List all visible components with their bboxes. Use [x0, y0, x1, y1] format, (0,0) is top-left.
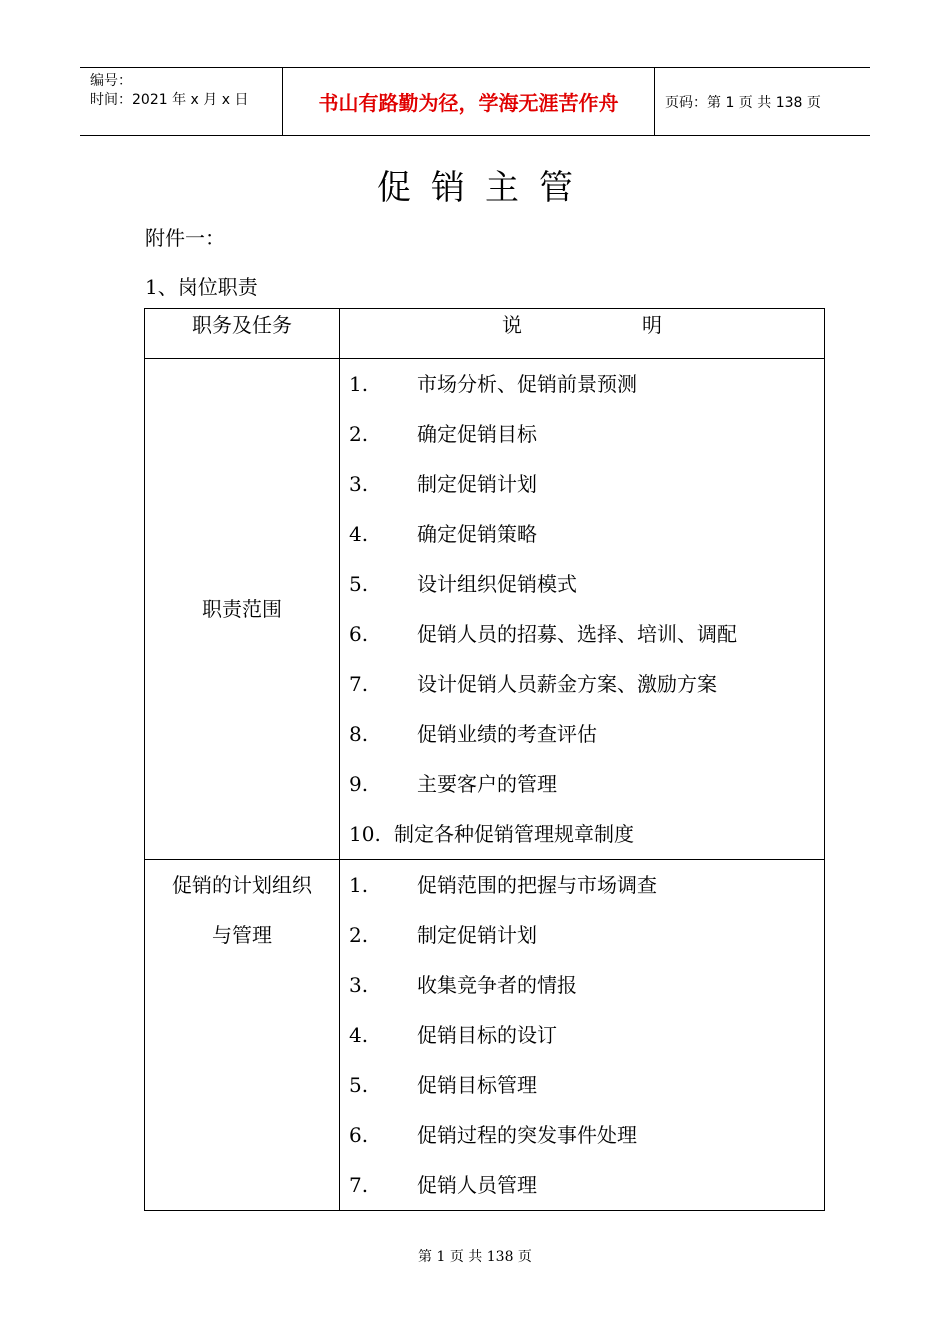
- item-text: 促销人员管理: [417, 1173, 537, 1197]
- item-text: 促销人员的招募、选择、培训、调配: [417, 622, 737, 646]
- column-header-description-a: 说: [502, 313, 522, 337]
- list-item: [340, 709, 824, 759]
- item-text: 促销过程的突发事件处理: [417, 1123, 637, 1147]
- item-number: 5.: [349, 572, 369, 596]
- item-number: 6.: [349, 1123, 369, 1147]
- section-heading: 1、岗位职责: [145, 275, 258, 299]
- list-item: [340, 1110, 824, 1160]
- list-item: [340, 759, 824, 809]
- list-item: [340, 809, 824, 859]
- item-text: 促销目标管理: [417, 1073, 537, 1097]
- items-cell: [340, 359, 825, 860]
- doc-time-label: 时间：2021 年 x 月 x 日: [90, 92, 249, 108]
- header-meta: [80, 68, 282, 135]
- duties-table: [144, 308, 825, 1211]
- item-text: 收集竞争者的情报: [417, 973, 577, 997]
- items-cell: [340, 860, 825, 1211]
- item-number: 2.: [349, 422, 369, 446]
- item-number: 5.: [349, 1073, 369, 1097]
- table-row: [145, 359, 825, 860]
- column-header-description: [340, 309, 825, 359]
- list-item: [340, 910, 824, 960]
- list-item: [340, 459, 824, 509]
- list-item: [340, 559, 824, 609]
- item-text: 促销范围的把握与市场调查: [417, 873, 657, 897]
- header-motto: 书山有路勤为径，学海无涯苦作舟: [282, 68, 655, 135]
- item-number: 7.: [349, 672, 369, 696]
- item-number: 7.: [349, 1173, 369, 1197]
- list-item: [340, 509, 824, 559]
- list-item: [340, 409, 824, 459]
- item-number: 9.: [349, 772, 369, 796]
- item-number: 1.: [349, 873, 369, 897]
- item-text: 设计促销人员薪金方案、激励方案: [417, 672, 717, 696]
- item-text: 促销业绩的考查评估: [417, 722, 597, 746]
- item-number: 1.: [349, 372, 369, 396]
- item-number: 4.: [349, 522, 369, 546]
- item-number: 10.: [349, 822, 381, 846]
- item-number: 3.: [349, 973, 369, 997]
- column-header-duty: 职务及任务: [145, 309, 340, 359]
- page-title: 促销主管: [377, 168, 593, 208]
- item-text: 制定各种促销管理规章制度: [394, 822, 634, 846]
- table-header-row: [145, 309, 825, 359]
- item-number: 6.: [349, 622, 369, 646]
- item-text: 制定促销计划: [417, 923, 537, 947]
- item-number: 4.: [349, 1023, 369, 1047]
- list-item: [340, 1010, 824, 1060]
- item-number: 2.: [349, 923, 369, 947]
- list-item: [340, 359, 824, 409]
- category-cell: [145, 860, 340, 1211]
- doc-number-label: 编号：: [90, 73, 132, 89]
- item-text: 促销目标的设订: [417, 1023, 557, 1047]
- category-label: 职责范围: [202, 597, 282, 621]
- list-item: [340, 960, 824, 1010]
- list-item: [340, 1160, 824, 1210]
- category-cell: [145, 359, 340, 860]
- item-text: 制定促销计划: [417, 472, 537, 496]
- document-header: [80, 67, 870, 136]
- table-row: [145, 860, 825, 1211]
- item-text: 确定促销目标: [417, 422, 537, 446]
- header-page-info: 页码：第 1 页 共 138 页: [665, 94, 821, 111]
- list-item: [340, 609, 824, 659]
- item-number: 8.: [349, 722, 369, 746]
- list-item: [340, 659, 824, 709]
- item-text: 主要客户的管理: [417, 772, 557, 796]
- list-item: [340, 1060, 824, 1110]
- item-text: 市场分析、促销前景预测: [417, 372, 637, 396]
- item-number: 3.: [349, 472, 369, 496]
- item-text: 确定促销策略: [417, 522, 537, 546]
- attachment-label: 附件一：: [145, 226, 225, 250]
- page-footer: 第 1 页 共 138 页: [418, 1249, 532, 1265]
- item-text: 设计组织促销模式: [417, 572, 577, 596]
- list-item: [340, 860, 824, 910]
- column-header-description-b: 明: [642, 313, 662, 337]
- category-label: 与管理: [212, 923, 272, 947]
- category-label: 促销的计划组织: [172, 873, 312, 897]
